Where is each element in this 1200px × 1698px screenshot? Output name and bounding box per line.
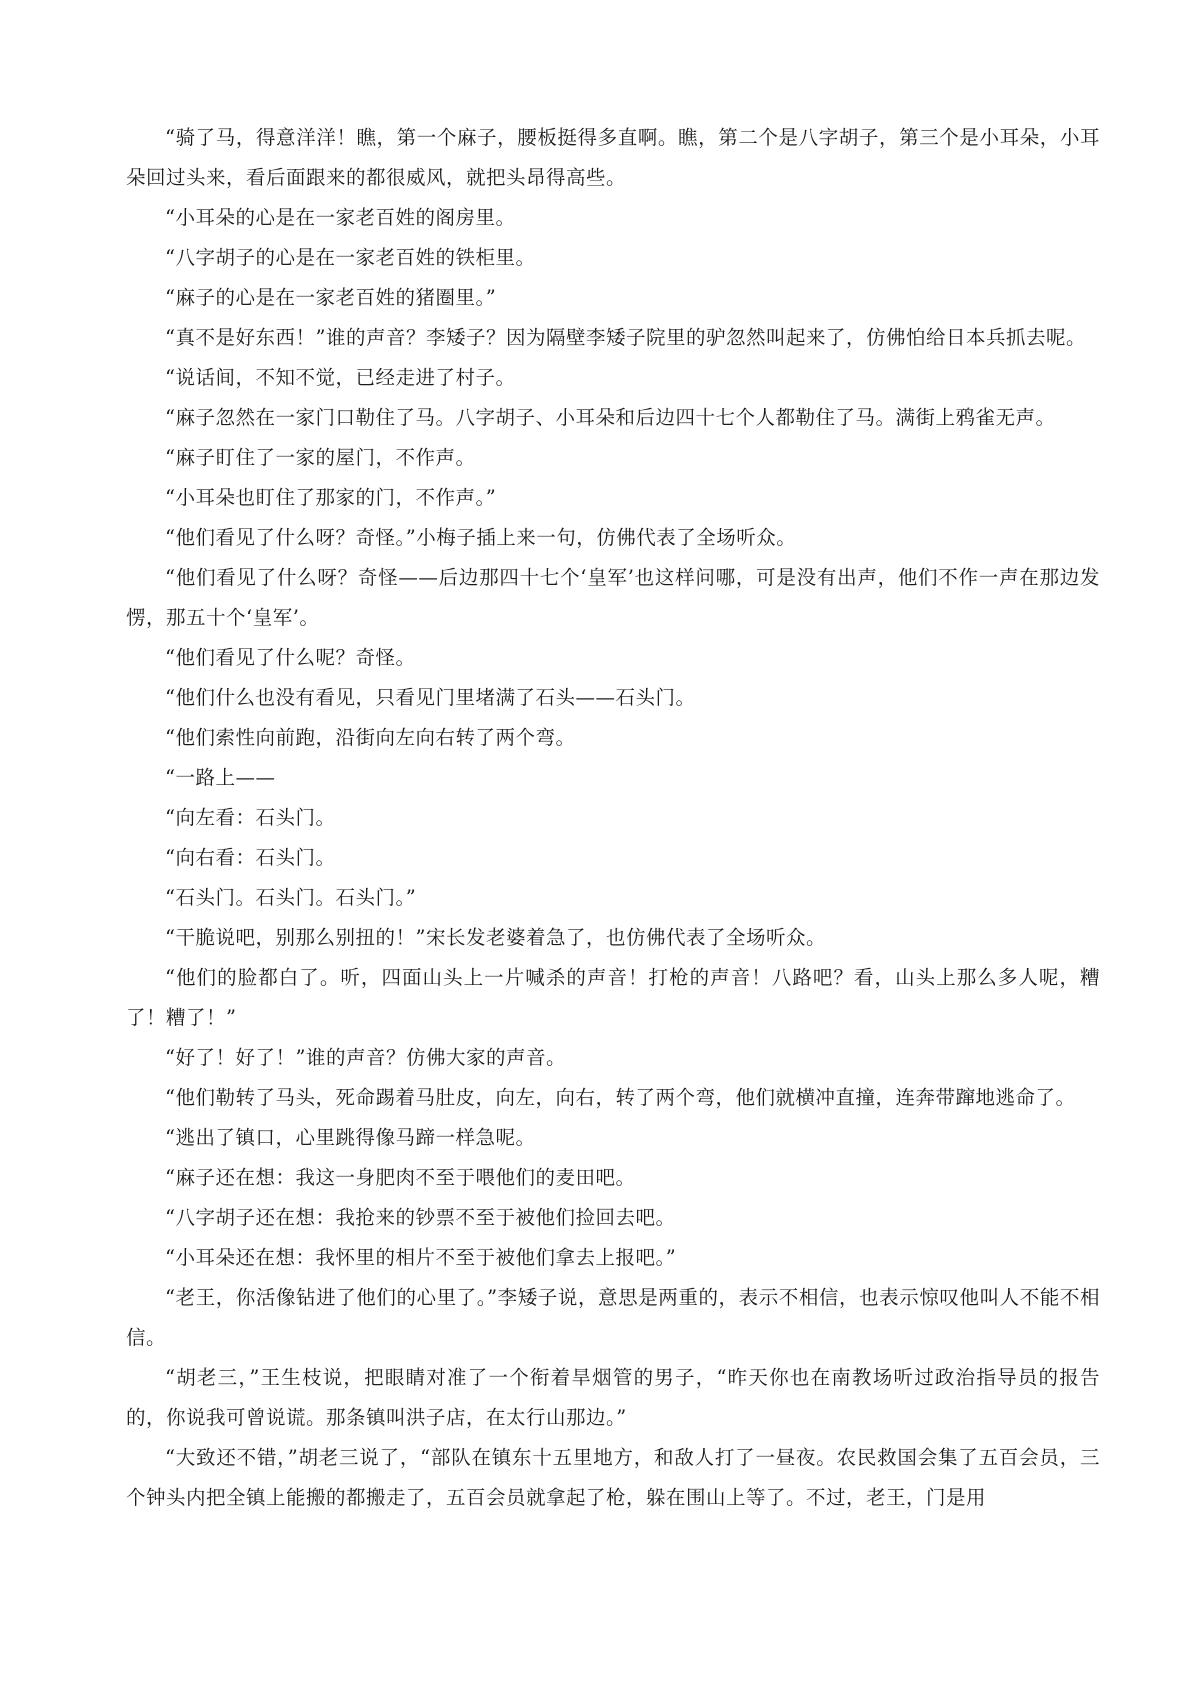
- paragraph: “八字胡子的心是在一家老百姓的铁柜里。: [165, 246, 536, 269]
- paragraph: “石头门。石头门。石头门。”: [165, 886, 417, 909]
- paragraph: “老王，你活像钻进了他们的心里了。”李矮子说，意思是两重的，表示不相信，也表示惊叹他叫人不能不相信。: [126, 1286, 1100, 1349]
- paragraph: “他们索性向前跑，沿街向左向右转了两个弯。: [165, 726, 576, 749]
- paragraph: “小耳朵还在想：我怀里的相片不至于被他们拿去上报吧。”: [165, 1246, 677, 1269]
- paragraph: “干脆说吧，别那么别扭的！”宋长发老婆着急了，也仿佛代表了全场听众。: [165, 926, 826, 949]
- paragraph: “小耳朵的心是在一家老百姓的阁房里。: [165, 206, 516, 229]
- paragraph: “麻子的心是在一家老百姓的猪圈里。”: [165, 286, 497, 309]
- paragraph: “向左看：石头门。: [165, 806, 336, 829]
- paragraph: “胡老三，”王生枝说，把眼睛对准了一个衔着旱烟管的男子，“昨天你也在南教场听过政治指导员的报告的，你说我可曾说谎。那条镇叫洪子店，在太行山那边。”: [126, 1366, 1100, 1429]
- paragraph: “麻子还在想：我这一身肥肉不至于喂他们的麦田吧。: [165, 1166, 636, 1189]
- paragraph: “一路上——: [165, 766, 276, 789]
- story-text-body: [126, 118, 1100, 1518]
- paragraph: “向右看：石头门。: [165, 846, 336, 869]
- paragraph: “骑了马，得意洋洋！瞧，第一个麻子，腰板挺得多直啊。瞧，第二个是八字胡子，第三个是小耳朵，小耳朵回过头来，看后面跟来的都很威风，就把头昂得高些。: [126, 126, 1100, 189]
- paragraph: “他们的脸都白了。听，四面山头上一片喊杀的声音！打枪的声音！八路吧？看，山头上那么多人呢，糟了！糟了！”: [126, 966, 1100, 1029]
- paragraph: “他们看见了什么呀？奇怪。”小梅子插上来一句，仿佛代表了全场听众。: [165, 526, 797, 549]
- paragraph: “他们什么也没有看见，只看见门里堵满了石头——石头门。: [165, 686, 696, 709]
- paragraph: “麻子忽然在一家门口勒住了马。八字胡子、小耳朵和后边四十七个人都勒住了马。满街上鸦雀无声。: [165, 406, 1056, 429]
- paragraph: “他们看见了什么呀？奇怪——后边那四十七个‘皇军’也这样问哪，可是没有出声，他们不作一声在那边发愣，那五十个‘皇军’。: [126, 566, 1100, 629]
- paragraph: “他们看见了什么呢？奇怪。: [165, 646, 416, 669]
- paragraph: “说话间，不知不觉，已经走进了村子。: [165, 366, 516, 389]
- paragraph: “麻子盯住了一家的屋门，不作声。: [165, 446, 476, 469]
- paragraph: “逃出了镇口，心里跳得像马蹄一样急呢。: [165, 1126, 536, 1149]
- paragraph: “八字胡子还在想：我抢来的钞票不至于被他们捡回去吧。: [165, 1206, 676, 1229]
- paragraph: “好了！好了！”谁的声音？仿佛大家的声音。: [165, 1046, 566, 1069]
- paragraph: “小耳朵也盯住了那家的门，不作声。”: [165, 486, 497, 509]
- paragraph: “他们勒转了马头，死命踢着马肚皮，向左，向右，转了两个弯，他们就横冲直撞，连奔带蹿地逃命了。: [165, 1086, 1076, 1109]
- paragraph: “大致还不错，”胡老三说了，“部队在镇东十五里地方，和敌人打了一昼夜。农民救国会集了五百会员，三个钟头内把全镇上能搬的都搬走了，五百会员就拿起了枪，躲在围山上等了。不过，老王，门是用: [126, 1446, 1100, 1509]
- paragraph: “真不是好东西！”谁的声音？李矮子？因为隔壁李矮子院里的驴忽然叫起来了，仿佛怕给日本兵抓去呢。: [165, 326, 1086, 349]
